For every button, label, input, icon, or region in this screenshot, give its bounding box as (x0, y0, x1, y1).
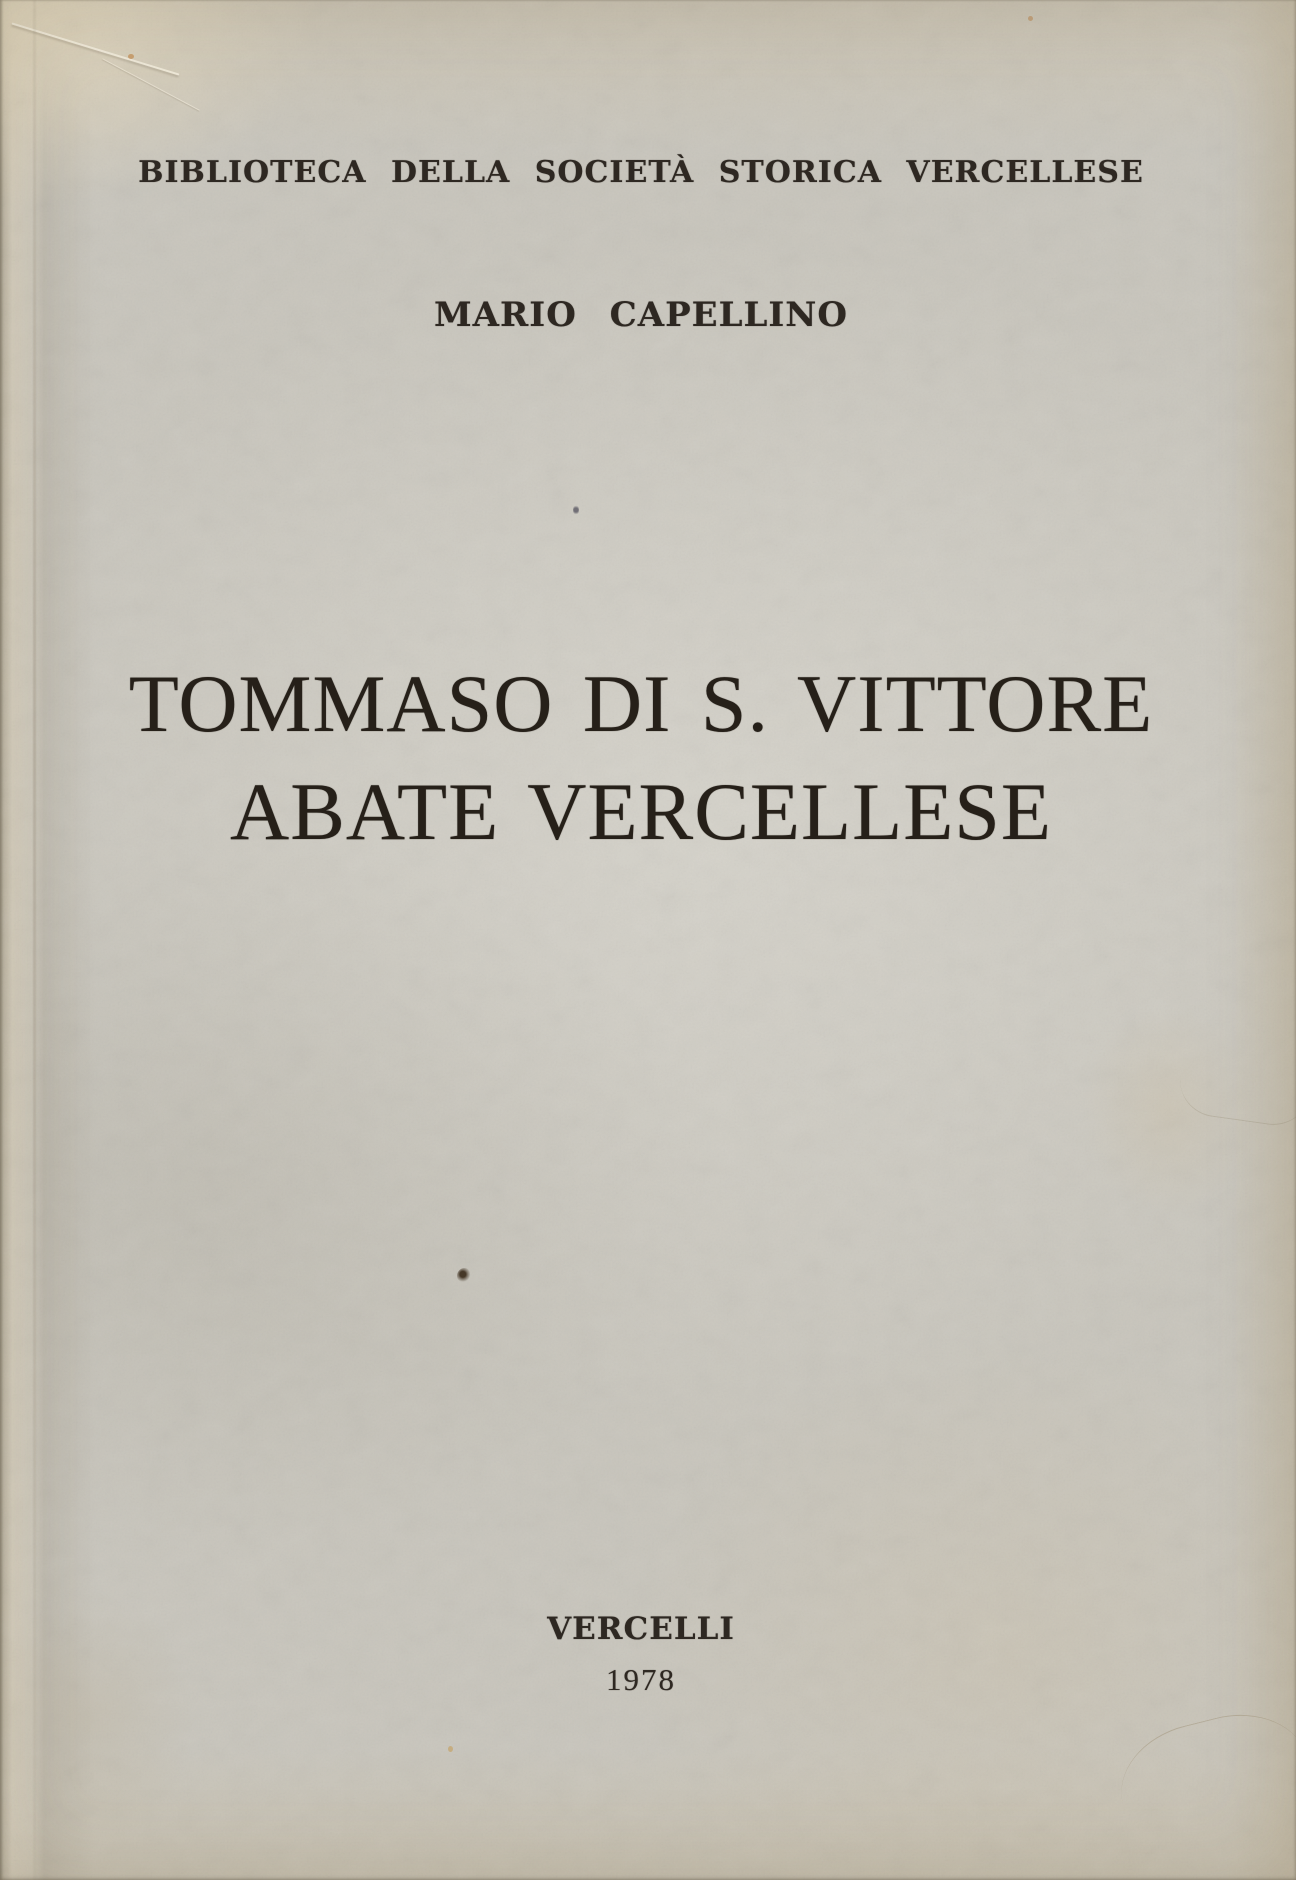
series-title: BIBLIOTECA DELLA SOCIETÀ STORICA VERCELLESE (138, 155, 1144, 190)
book-title-line2: ABATE VERCELLESE (230, 766, 1052, 857)
book-title-line1: TOMMASO DI S. VITTORE (128, 658, 1154, 749)
author-name: MARIO CAPELLINO (434, 295, 848, 335)
imprint-place: VERCELLI (547, 1611, 735, 1647)
imprint-year: 1978 (606, 1662, 676, 1697)
